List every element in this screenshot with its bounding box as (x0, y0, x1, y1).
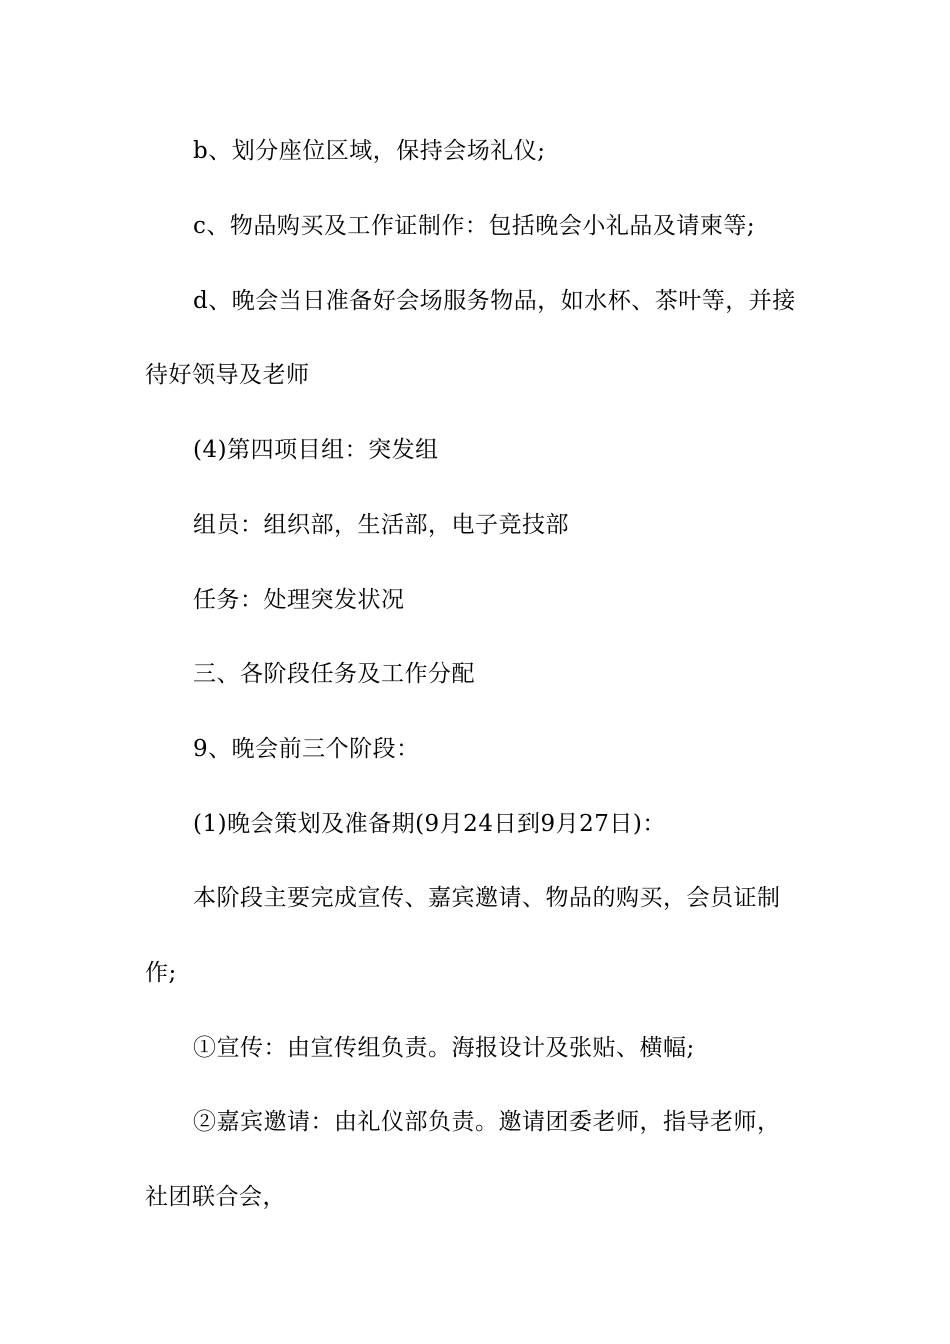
text-line-4: 待好领导及老师 (145, 362, 310, 388)
text-line-5: (4)第四项目组：突发组 (193, 437, 439, 463)
section-heading: 三、各阶段任务及工作分配 (193, 661, 475, 687)
text-line-3: d、晚会当日准备好会场服务物品，如水杯、茶叶等，并接 (193, 288, 796, 314)
text-line-15: 社团联合会， (145, 1184, 286, 1210)
text-line-7: 任务：处理突发状况 (193, 587, 405, 613)
text-line-9: 9、晚会前三个阶段： (193, 736, 420, 762)
text-line-14: ②嘉宾邀请：由礼仪部负责。邀请团委老师，指导老师， (193, 1109, 781, 1135)
text-line-10: (1)晚会策划及准备期(9月24日到9月27日)： (193, 811, 666, 837)
text-line-2: c、物品购买及工作证制作：包括晚会小礼品及请柬等; (193, 213, 756, 239)
text-line-11: 本阶段主要完成宣传、嘉宾邀请、物品的购买，会员证制 (193, 885, 781, 911)
text-line-13: ①宣传：由宣传组负责。海报设计及张贴、横幅; (193, 1035, 695, 1061)
text-line-6: 组员：组织部，生活部，电子竞技部 (193, 512, 569, 538)
text-line-12: 作; (145, 960, 177, 986)
text-line-1: b、划分座位区域，保持会场礼仪; (193, 138, 546, 164)
